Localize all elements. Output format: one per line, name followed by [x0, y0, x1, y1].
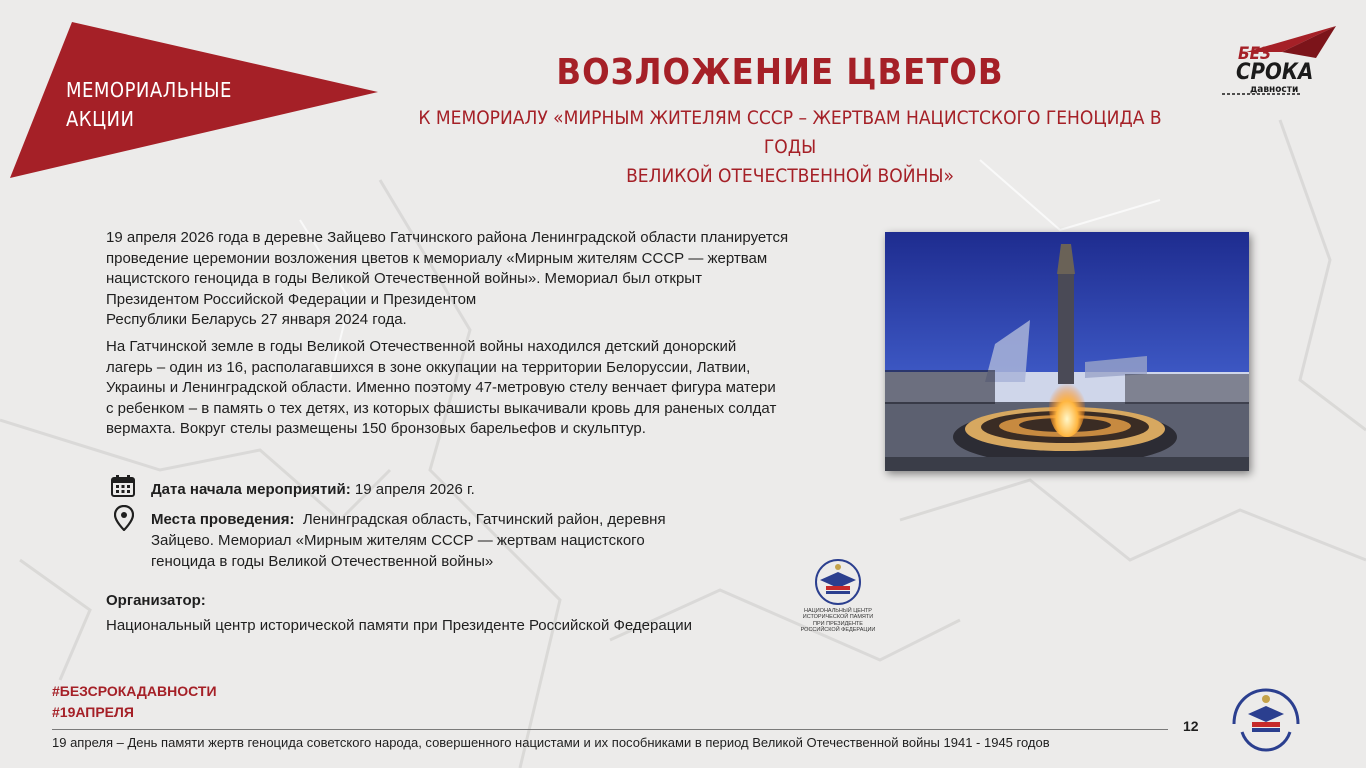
place-line2: Зайцево. Мемориал «Мирным жителям СССР — жертвам нацистского: [151, 532, 645, 549]
calendar-icon: [110, 474, 136, 498]
location-pin-icon: [114, 505, 134, 531]
p1-line: Президентом Российской Федерации и Президентом: [106, 290, 477, 308]
page-number: 12: [1183, 718, 1199, 734]
organizer-name: Национальный центр исторической памяти при Президенте Российской Федерации: [106, 617, 693, 634]
logo-text-line: ПРИ ПРЕЗИДЕНТЕ: [813, 620, 863, 627]
organizer-logo: [797, 558, 879, 638]
event-place: [151, 509, 751, 572]
bez-sroka-logo: [1212, 22, 1342, 102]
subtitle-line1: К МЕМОРИАЛУ «МИРНЫМ ЖИТЕЛЯМ СССР – ЖЕРТВАМ НАЦИСТСКОГО ГЕНОЦИДА В ГОДЫ: [418, 107, 1162, 158]
p2-line: Украины и Ленинградской области. Именно поэтому 47-метровую стелу венчает фигура матери: [106, 379, 776, 396]
place-line3: геноцида в годы Великой Отечественной войны»: [151, 553, 494, 570]
p1-line: нацистского геноцида в годы Великой Отечественной войны». Мемориал был открыт: [106, 270, 702, 287]
description-paragraph-1: [106, 228, 866, 331]
date-label: Дата начала мероприятий:: [151, 481, 351, 498]
logo-text-line: ИСТОРИЧЕСКОЙ ПАМЯТИ: [802, 614, 874, 621]
banner-label-line1: МЕМОРИАЛЬНЫЕ: [66, 78, 232, 102]
p1-line: Республики Беларусь 27 января 2024 года.: [106, 311, 407, 328]
event-date: [151, 479, 475, 500]
logo-text-line: НАЦИОНАЛЬНЫЙ ЦЕНТР: [804, 608, 872, 614]
footer-caption: 19 апреля – День памяти жертв геноцида советского народа, совершенного нацистами и их пособниками в период Великой Отечественной войны 1941 - 1945 годов: [52, 735, 1050, 750]
p2-line: На Гатчинской земле в годы Великой Отечественной войны находился детский донорский: [106, 338, 737, 355]
banner-label: [66, 76, 232, 134]
logo-line2: СРОКА: [1236, 60, 1314, 85]
p2-line: лагерь – один из 16, располагавшихся в зоне оккупации на территории Белоруссии, Латвии,: [106, 358, 751, 376]
banner-label-line2: АКЦИИ: [66, 107, 135, 131]
eagle-emblem-icon: [797, 558, 879, 608]
logo-line1: БЕЗ: [1238, 44, 1271, 64]
p1-line: 19 апреля 2026 года в деревне Зайцево Гатчинского района Ленинградской области планируется: [106, 229, 789, 246]
place-label: Места проведения:: [151, 511, 295, 528]
organizer-logo-text: [797, 608, 879, 633]
p2-line: вермахта. Вокруг стелы размещены 150 бронзовых барельефов и скульптур.: [106, 420, 646, 437]
hashtag-19aprelya: #19АПРЕЛЯ: [52, 704, 134, 720]
description-paragraph-2: [106, 337, 866, 440]
page-title: ВОЗЛОЖЕНИЕ ЦВЕТОВ: [556, 52, 1004, 93]
date-value: 19 апреля 2026 г.: [354, 481, 475, 498]
logo-text-line: РОССИЙСКОЙ ФЕДЕРАЦИИ: [800, 626, 876, 633]
subtitle-line2: ВЕЛИКОЙ ОТЕЧЕСТВЕННОЙ ВОЙНЫ»: [626, 165, 954, 187]
memorial-photo: [885, 232, 1249, 471]
place-line1: Ленинградская область, Гатчинский район, деревня: [302, 511, 666, 528]
page-subtitle: [410, 104, 1170, 191]
organizer-label: Организатор:: [106, 592, 206, 609]
memory-emblem-icon: [1226, 684, 1306, 754]
hashtag-bezsrokadavnosti: #БЕЗСРОКАДАВНОСТИ: [52, 683, 217, 699]
p2-line: с ребенком – в память о тех детях, из которых фашисты выкачивали кровь для раненых солдат: [106, 399, 777, 417]
p1-line: проведение церемонии возложения цветов к мемориалу «Мирным жителям СССР — жертвам: [106, 249, 768, 267]
logo-line3: давности: [1250, 84, 1299, 95]
footer-divider: [52, 729, 1168, 730]
